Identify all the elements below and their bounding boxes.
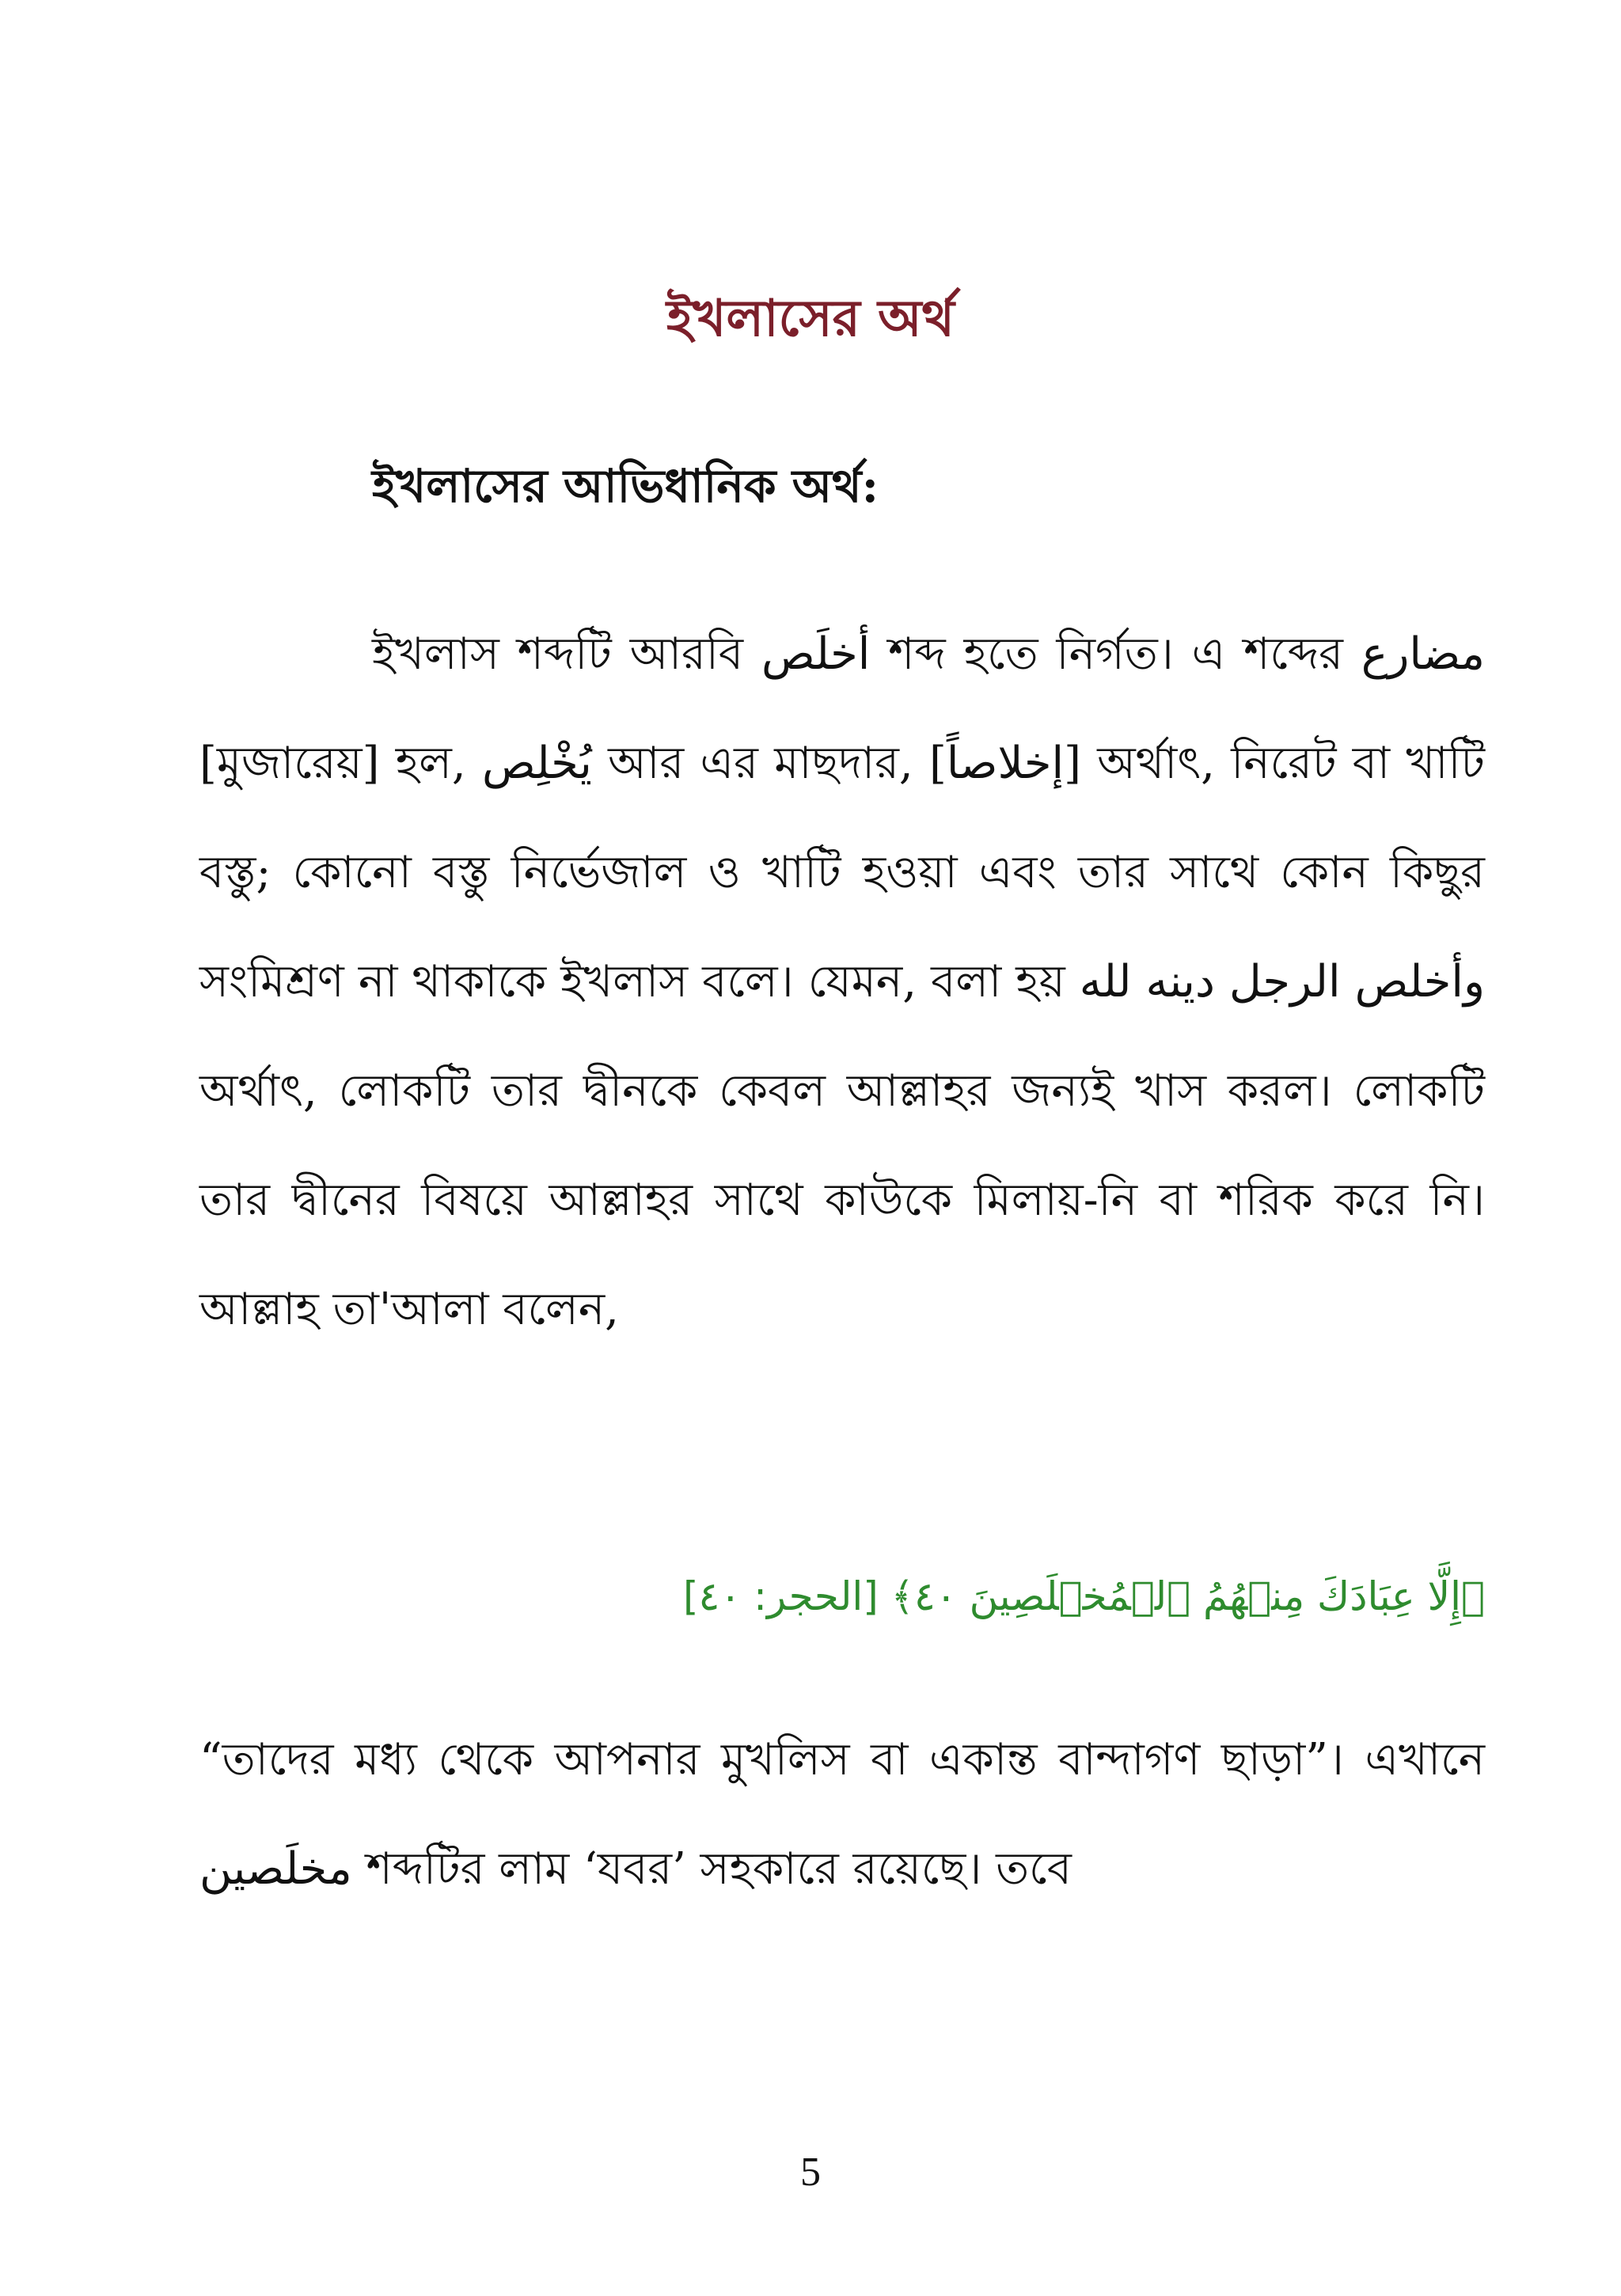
arabic-phrase-example: وأخلص الرجل دينه لله: [1079, 956, 1485, 1008]
text-run: “তাদের মধ্য থেকে আপনার মুখলিস বা একান্ত বান্দাগণ ছাড়া”। এখানে: [199, 1734, 1485, 1786]
text-run: ] অর্থাৎ, নিরেট বা খাটি বস্তু; কোনো বস্তু নির্ভেজাল ও খাটি হওয়া এবং তার সাথে কোন কিছুর সংমিশ্রণ না থাকাকে ইখলাস বলে। যেমন, বলা হয়: [199, 738, 1485, 1008]
arabic-word-mukhlasin: مخلَصين: [199, 1843, 352, 1895]
text-run: অর্থাৎ, লোকটি তার দ্বীনকে কেবল আল্লাহর জন্যই খাস করল। লোকটি তার দ্বীনের বিষয়ে আল্লাহর সাথে কাউকে মিলায়-নি বা শরিক করে নি। আল্লাহ তা'আলা বলেন,: [199, 1065, 1485, 1335]
paragraph-verse-translation: [199, 1706, 1485, 1924]
chapter-title: ইখলাসের অর্থ: [666, 289, 955, 348]
quran-verse: ﴿إِلَّا عِبَادَكَ مِنۡهُمُ ٱلۡمُخۡلَصِينَ ٤٠﴾ [الحجر: ٤٠]: [683, 1573, 1485, 1619]
text-run: ইখলাস শব্দটি আরবি: [372, 628, 761, 680]
arabic-word-mudari: مضارع: [1361, 628, 1485, 680]
arabic-word-yukhlisu: يُخْلِص: [481, 738, 592, 789]
text-run: আর এর মাছদার, [: [591, 738, 947, 789]
arabic-word-ikhlasan: إخلاصاً: [946, 738, 1065, 789]
text-run: শব্দ হতে নির্গত। এ শব্দের: [870, 628, 1361, 680]
arabic-word-akhlasa: أخلَص: [761, 628, 871, 680]
page-number: 5: [800, 2150, 821, 2195]
paragraph-lexical-meaning: [199, 600, 1485, 1364]
section-heading: ইখলাসের আভিধানিক অর্থ:: [372, 459, 879, 513]
text-run: শব্দটির লাম ‘যবর’ সহকারে রয়েছে। তবে: [351, 1843, 1072, 1895]
text-run: [মুজারেয়] হল,: [199, 738, 482, 789]
